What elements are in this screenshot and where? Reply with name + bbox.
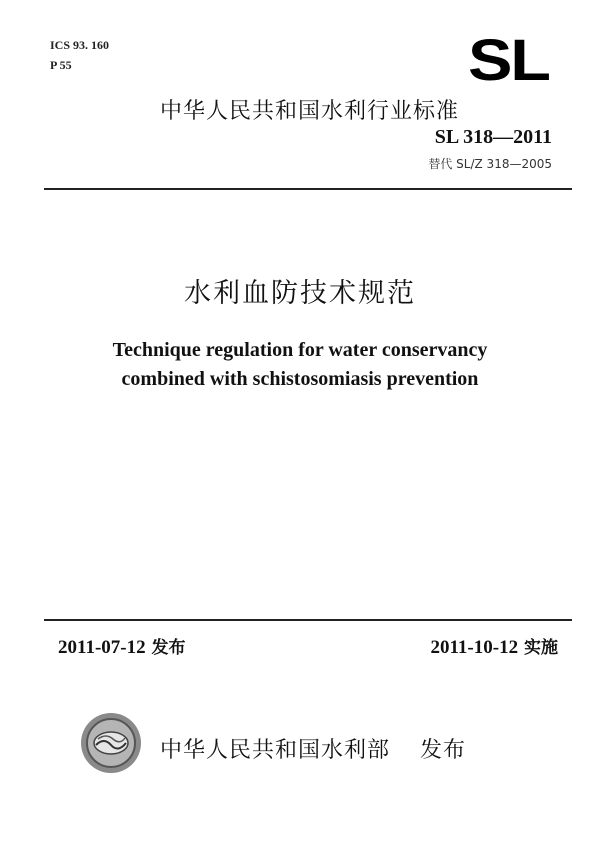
top-divider	[44, 188, 572, 190]
ccs-code: P 55	[50, 58, 72, 72]
replaces-standard: 替代 SL/Z 318—2005	[428, 157, 552, 171]
publisher-name: 中华人民共和国水利部	[160, 738, 391, 763]
implement-label: 实施	[524, 638, 558, 658]
issue-date-block	[58, 633, 186, 659]
standard-number: SL 318—2011	[434, 126, 552, 148]
publisher-block	[160, 733, 466, 764]
bottom-divider	[44, 619, 572, 621]
ics-code: ICS 93. 160	[50, 38, 110, 52]
document-title-cn: 水利血防技术规范	[184, 278, 416, 309]
standard-category-title: 中华人民共和国水利行业标准	[160, 99, 460, 124]
publish-label: 发布	[420, 738, 467, 763]
implement-date-block	[430, 633, 558, 659]
title-en-line1: Technique regulation for water conservancy	[112, 339, 488, 361]
issue-label: 发布	[151, 638, 186, 658]
issue-date: 2011-07-12	[58, 637, 146, 658]
ministry-emblem-icon	[80, 712, 142, 774]
title-en-line2: combined with schistosomiasis prevention	[121, 368, 479, 390]
document-title-en	[0, 336, 600, 394]
implement-date: 2011-10-12	[430, 637, 519, 658]
sl-logo: SL	[468, 28, 549, 93]
